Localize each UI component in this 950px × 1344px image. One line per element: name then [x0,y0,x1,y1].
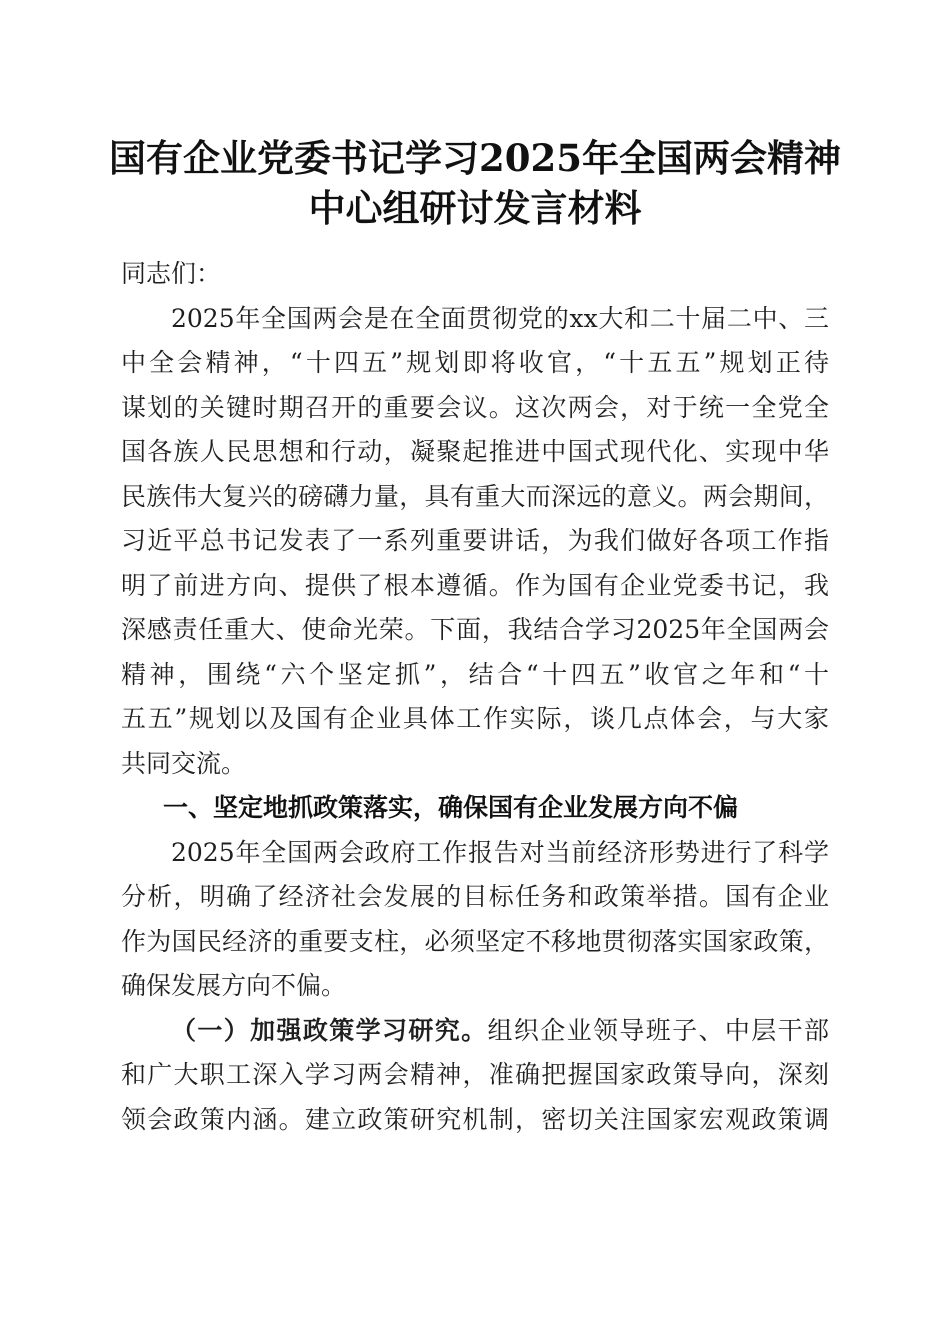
subsection-line [121,1009,829,1054]
intro-line: 国各族人民思想和行动，凝聚起推进中国式现代化、实现中华 [121,437,829,466]
intro-line: 明了前进方向、提供了根本遵循。作为国有企业党委书记，我 [121,570,829,600]
subsection-line: 领会政策内涵。建立政策研究机制，密切关注国家宏观政策调 [121,1104,829,1134]
intro-line: 深感责任重大、使命光荣。下面，我结合学习2025年全国两会 [121,615,829,644]
intro-line: 精神，围绕“六个坚定抓”，结合“十四五”收官之年和“十 [121,659,829,689]
intro-line: 民族伟大复兴的磅礴力量，具有重大而深远的意义。两会期间， [121,481,829,511]
subsection-heading: （一）加强政策学习研究。 [171,1015,488,1045]
intro-line: 共同交流。 [121,748,247,778]
section-line: 确保发展方向不偏。 [121,971,347,1000]
subsection-text: 组织企业领导班子、中层干部 [487,1015,829,1045]
section-line: 作为国民经济的重要支柱，必须坚定不移地贯彻落实国家政策， [121,926,829,956]
intro-line: 习近平总书记发表了一系列重要讲话，为我们做好各项工作指 [121,526,829,555]
subsection-line: 和广大职工深入学习两会精神，准确把握国家政策导向，深刻 [121,1060,829,1089]
document-title [100,133,850,233]
intro-line: 五五”规划以及国有企业具体工作实际，谈几点体会，与大家 [121,704,829,733]
section-line: 分析，明确了经济社会发展的目标任务和政策举措。国有企业 [121,882,829,911]
title-line-2: 中心组研讨发言材料 [308,186,642,230]
document-body [121,252,829,1142]
intro-line: 谋划的关键时期召开的重要会议。这次两会，对于统一全党全 [121,392,829,422]
intro-line: 2025年全国两会是在全面贯彻党的xx大和二十届二中、三 [171,303,829,333]
title-line-1: 国有企业党委书记学习2025年全国两会精神 [109,136,841,180]
section-heading: 一、坚定地抓政策落实，确保国有企业发展方向不偏 [163,793,739,822]
intro-line: 中全会精神，“十四五”规划即将收官，“十五五”规划正待 [121,348,829,377]
section-line: 2025年全国两会政府工作报告对当前经济形势进行了科学 [171,837,829,867]
greeting: 同志们： [121,259,222,288]
